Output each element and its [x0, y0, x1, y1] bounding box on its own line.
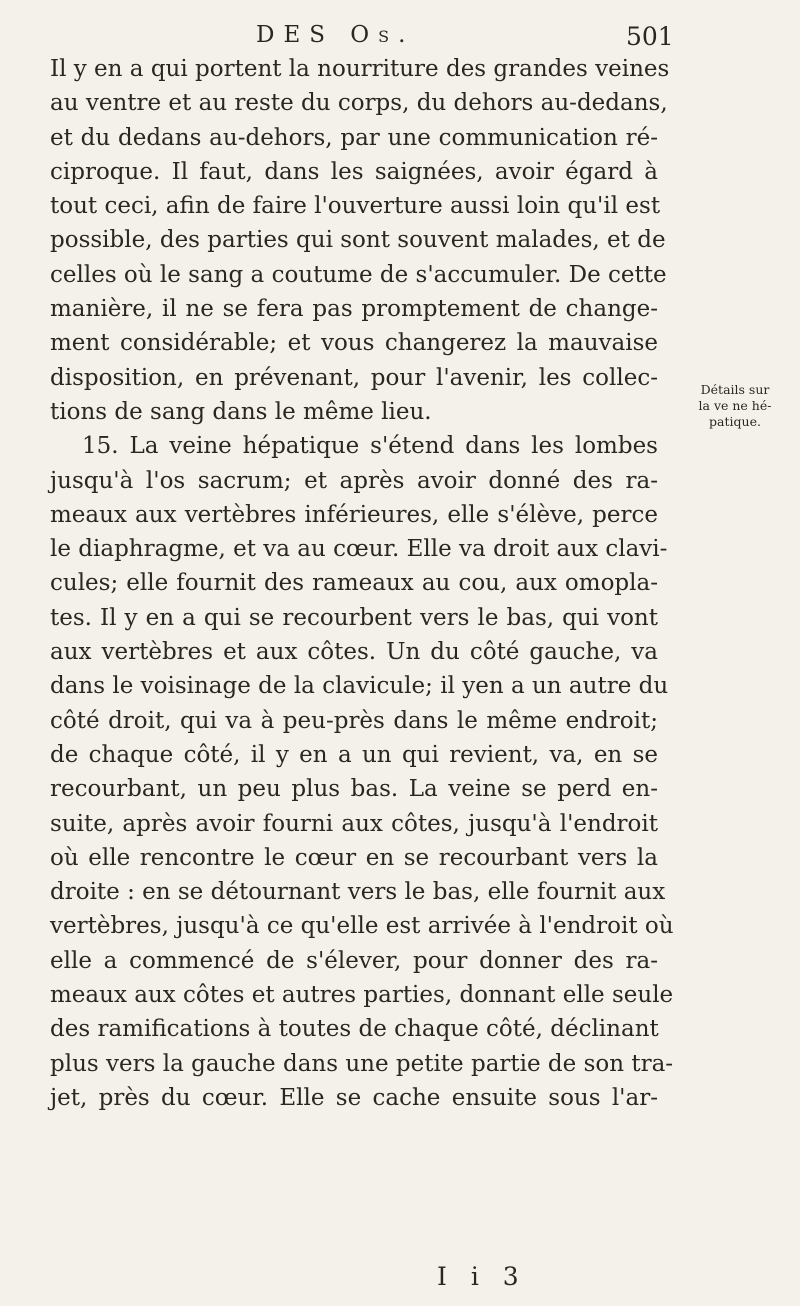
text-line: manière, il ne se fera pas promptement de change-: [50, 296, 658, 323]
text-line: des ramifications à toutes de chaque côté, déclinant: [50, 1016, 659, 1043]
margin-note-line: Détails sur: [700, 382, 770, 397]
text-line: plus vers la gauche dans une petite partie de son tra-: [50, 1050, 674, 1077]
text-line: ment considérable; et vous changerez la mauvaise: [50, 330, 658, 357]
text-line: côté droit, qui va à peu-près dans le même endroit;: [50, 707, 658, 734]
text-line: 15. La veine hépatique s'étend dans les lombes: [82, 433, 658, 460]
text-line: Il y en a qui portent la nourriture des grandes veines: [50, 56, 670, 82]
text-line: le diaphragme, et va au cœur. Elle va droit aux clavi-: [50, 536, 668, 563]
running-head: [0, 14, 800, 54]
signature-mark: I i 3: [437, 1262, 527, 1291]
text-line: cules; elle fournit des rameaux au cou, aux omopla-: [50, 570, 658, 597]
text-line: droite : en se détournant vers le bas, elle fournit aux: [50, 879, 666, 906]
text-line: au ventre et au reste du corps, du dehors au-dedans,: [50, 90, 668, 117]
running-title: DES Os.: [256, 22, 415, 48]
text-line: aux vertèbres et aux côtes. Un du côté gauche, va: [50, 639, 658, 666]
margin-note-line: patique.: [709, 414, 761, 429]
margin-note: [676, 382, 794, 430]
text-line: recourbant, un peu plus bas. La veine se perd en-: [50, 776, 658, 803]
text-line: meaux aux vertèbres inférieures, elle s'élève, perce: [50, 501, 658, 528]
text-line: vertèbres, jusqu'à ce qu'elle est arrivée à l'endroit où: [50, 913, 674, 940]
text-line: ciproque. Il faut, dans les saignées, avoir égard à: [50, 158, 658, 185]
body-text: [50, 52, 674, 1115]
text-line: suite, après avoir fourni aux côtes, jusqu'à l'endroit: [50, 810, 658, 837]
text-line: et du dedans au-dehors, par une communication ré-: [50, 124, 658, 151]
text-line: où elle rencontre le cœur en se recourbant vers la: [50, 844, 658, 871]
text-line: tout ceci, afin de faire l'ouverture aussi loin qu'il est: [50, 193, 661, 220]
margin-note-line: la ve ne hé-: [698, 398, 772, 413]
text-line: possible, des parties qui sont souvent malades, et de: [50, 227, 666, 254]
text-line: elle a commencé de s'élever, pour donner des ra-: [50, 947, 658, 974]
text-line: tes. Il y en a qui se recourbent vers le bas, qui vont: [50, 604, 658, 631]
text-line: disposition, en prévenant, pour l'avenir, les collec-: [50, 364, 658, 391]
text-line: jusqu'à l'os sacrum; et après avoir donné des ra-: [50, 467, 658, 494]
text-line: celles où le sang a coutume de s'accumuler. De cette: [50, 261, 667, 288]
text-line: jet, près du cœur. Elle se cache ensuite sous l'ar-: [50, 1084, 658, 1111]
page-number: 501: [626, 22, 674, 51]
text-line: tions de sang dans le même lieu.: [50, 398, 432, 425]
text-line: meaux aux côtes et autres parties, donnant elle seule: [50, 982, 674, 1009]
text-line: de chaque côté, il y en a un qui revient, va, en se: [50, 741, 658, 768]
text-line: dans le voisinage de la clavicule; il yen a un autre du: [50, 673, 669, 700]
